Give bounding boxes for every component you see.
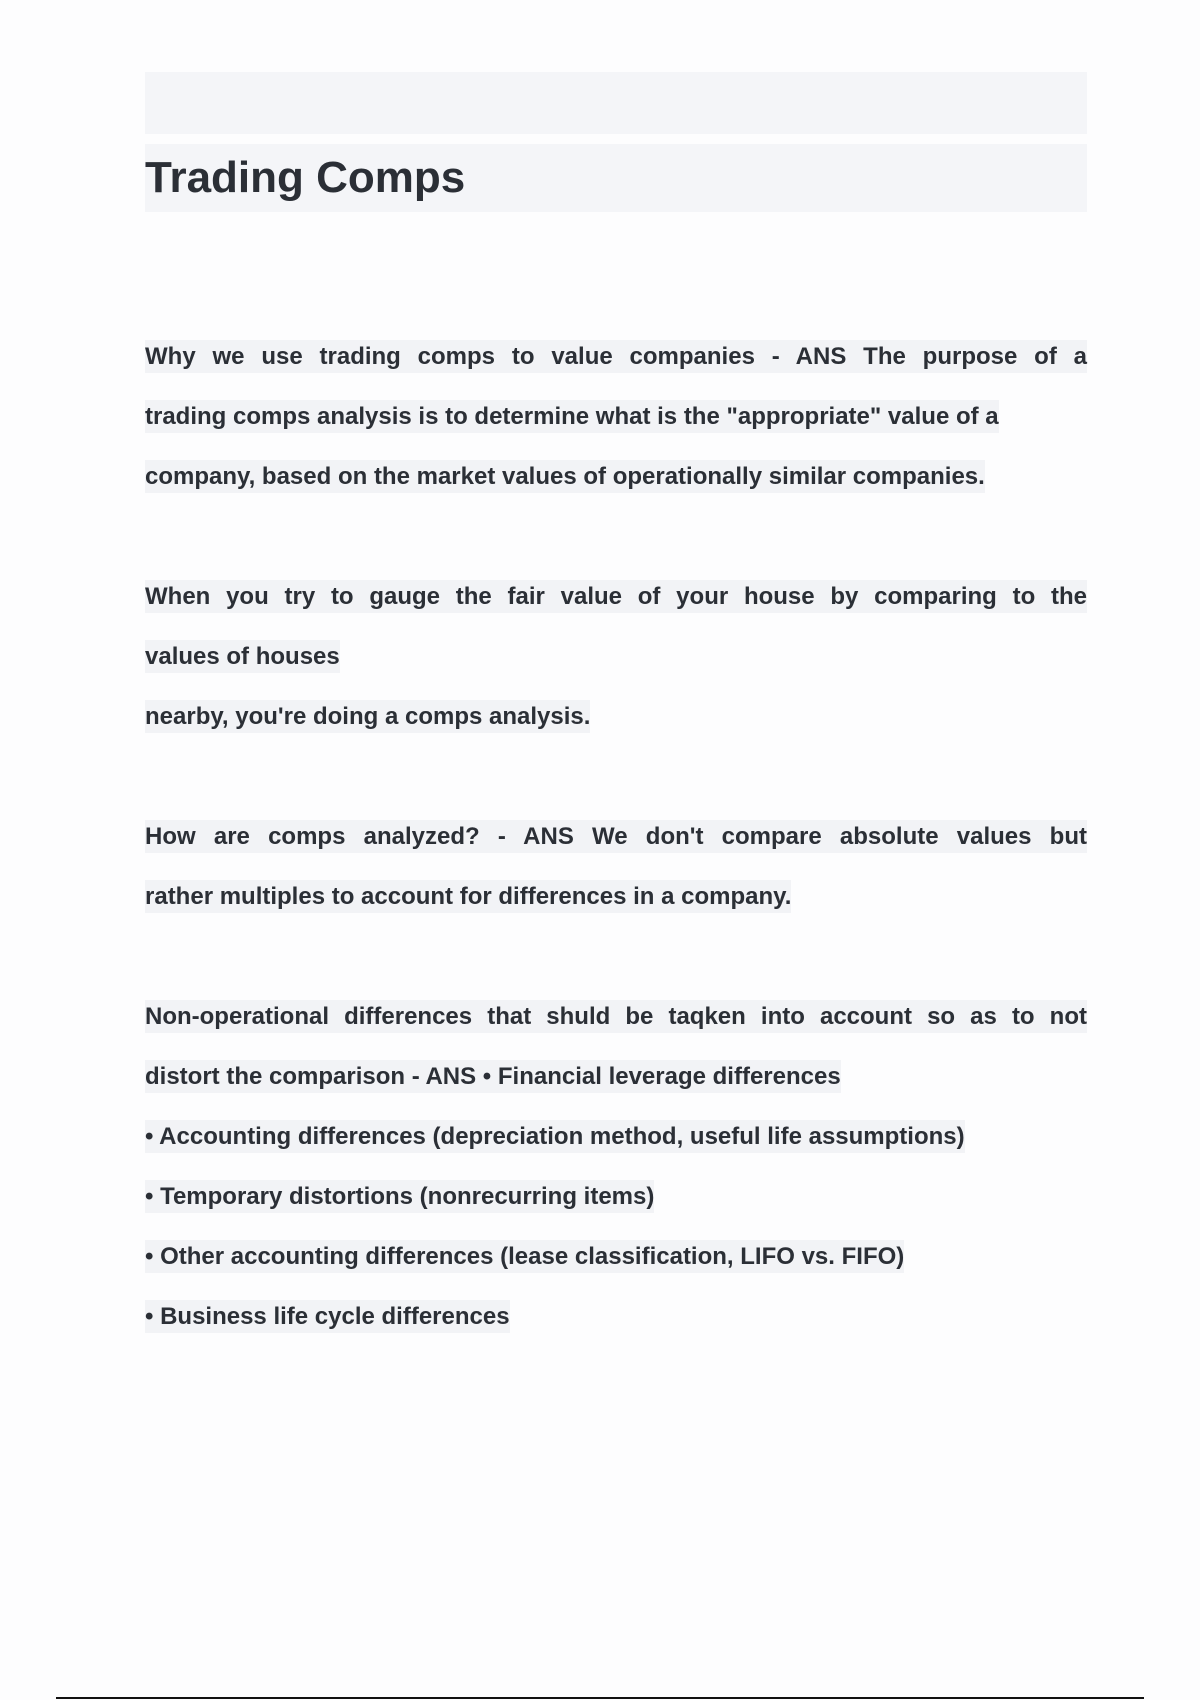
text-line: nearby, you're doing a comps analysis. [145,687,1087,747]
text-line: rather multiples to account for differences in a company. [145,867,1087,927]
text-line: Why we use trading comps to value companies - ANS The purpose of a [145,327,1087,387]
text-line: How are comps analyzed? - ANS We don't compare absolute values but [145,807,1087,867]
document-body [145,327,1087,1347]
text-line: When you try to gauge the fair value of your house by comparing to the [145,567,1087,627]
bullet-item: • Temporary distortions (nonrecurring items) [145,1167,1087,1227]
paragraph-trading-comps-purpose [145,327,1087,507]
paragraph-comps-analyzed [145,807,1087,927]
bullet-item: • Other accounting differences (lease classification, LIFO vs. FIFO) [145,1227,1087,1287]
text-line: trading comps analysis is to determine what is the "appropriate" value of a [145,387,1087,447]
text-line: distort the comparison - ANS • Financial leverage differences [145,1047,1087,1107]
paragraph-non-operational-differences [145,987,1087,1347]
text-line: Non-operational differences that shuld be taqken into account so as to not [145,987,1087,1047]
page-bottom-rule [56,1697,1144,1699]
bullet-item: • Business life cycle differences [145,1287,1087,1347]
header-band [145,72,1087,134]
bullet-item: • Accounting differences (depreciation method, useful life assumptions) [145,1107,1087,1167]
text-line: company, based on the market values of operationally similar companies. [145,447,1087,507]
title-band [145,144,1087,212]
document-page [145,72,1087,1407]
paragraph-house-analogy [145,567,1087,747]
text-line: values of houses [145,627,1087,687]
page-title: Trading Comps [145,153,466,202]
